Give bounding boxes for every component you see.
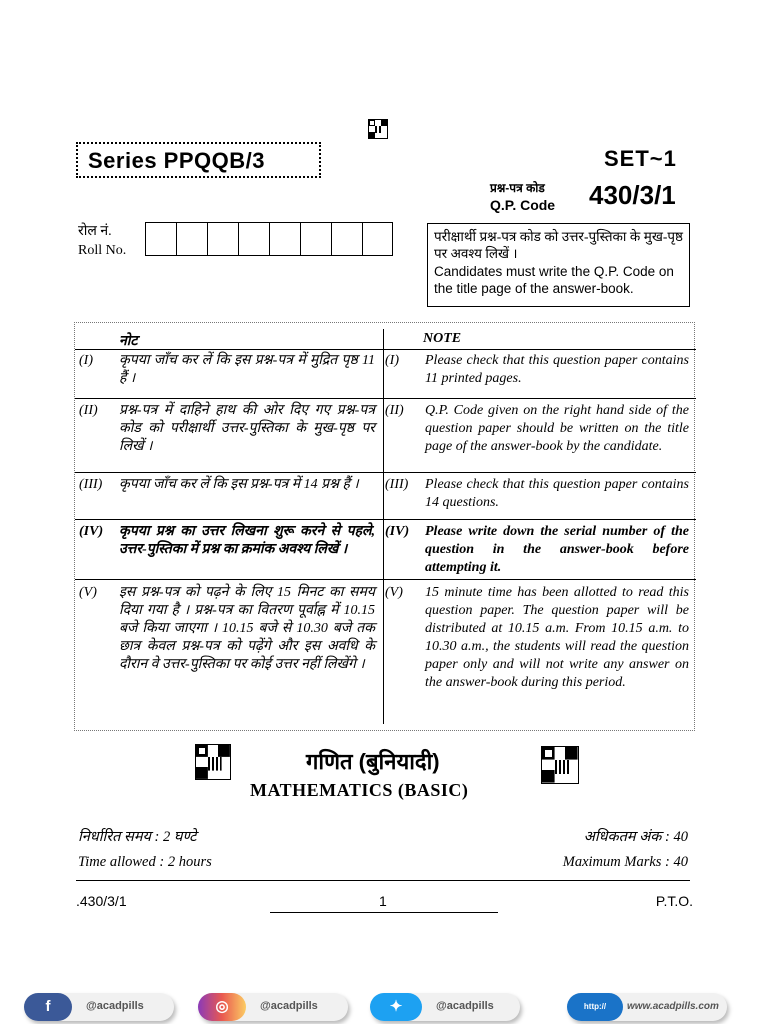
note-text-en: Please write down the serial number of the question in the answer-book before attempting it. [425, 524, 689, 575]
page-number-rule [270, 912, 498, 913]
notes-head-en: NOTE [423, 331, 462, 346]
roll-box[interactable] [238, 222, 269, 256]
twitter-handle: @acadpills [436, 1000, 494, 1012]
twitter-icon: ✦ [370, 993, 422, 1021]
facebook-link[interactable] [24, 993, 174, 1021]
qr-code-top [368, 119, 388, 139]
note-text-en: Please check that this question paper contains 11 printed pages. [425, 353, 689, 386]
row-separator [383, 398, 696, 399]
footer-rule [76, 880, 690, 881]
subject-title-hi: गणित (बुनियादी) [306, 749, 440, 774]
roll-box[interactable] [331, 222, 362, 256]
instagram-icon: ◎ [198, 993, 246, 1021]
note-num: (V) [79, 585, 97, 600]
note-num: (I) [385, 353, 399, 368]
note-text-hi: कृपया जाँच कर लें कि इस प्रश्न-पत्र में 14 प्रश्न हैं । [119, 477, 359, 492]
facebook-icon: f [24, 993, 72, 1021]
qr-code-left [195, 744, 231, 780]
row-separator [75, 519, 383, 520]
series-label: Series PPQQB/3 [76, 142, 321, 178]
qr-code-right [541, 746, 579, 784]
note-text-hi: प्रश्न-पत्र में दाहिने हाथ की ओर दिए गए प्रश्न-पत्र कोड को परीक्षार्थी उत्तर-पुस्तिका के मुख-पृष्ठ पर लिखें । [119, 403, 375, 454]
row-separator [75, 349, 383, 350]
max-marks-en: Maximum Marks : 40 [562, 854, 688, 870]
website-link[interactable] [567, 993, 727, 1021]
candidate-notice-en: Candidates must write the Q.P. Code on the title page of the answer-book. [434, 264, 674, 296]
website-prefix: http:// [583, 1002, 607, 1011]
web-icon [567, 993, 623, 1021]
roll-number-boxes[interactable] [145, 222, 393, 256]
set-label: SET~1 [604, 146, 677, 171]
footer-code: .430/3/1 [76, 893, 127, 909]
qp-code-label-en: Q.P. Code [490, 197, 556, 213]
website-url: www.acadpills.com [627, 1001, 719, 1012]
roll-label-en: Roll No. [78, 243, 127, 258]
note-num: (IV) [79, 524, 104, 539]
candidate-notice [427, 223, 690, 307]
roll-box[interactable] [145, 222, 176, 256]
roll-box[interactable] [207, 222, 238, 256]
note-num: (II) [385, 403, 404, 418]
max-marks-hi: अधिकतम अंक : 40 [583, 829, 688, 845]
roll-box[interactable] [362, 222, 393, 256]
note-text-en: Please check that this question paper contains 14 questions. [425, 477, 689, 510]
row-separator [383, 519, 696, 520]
qp-code-label [490, 180, 555, 214]
twitter-link[interactable] [370, 993, 520, 1021]
note-text-hi: कृपया प्रश्न का उत्तर लिखना शुरू करने से पहले, उत्तर-पुस्तिका में प्रश्न का क्रमांक अवश्य लिखें । [119, 524, 375, 557]
pto-label: P.T.O. [655, 893, 693, 909]
row-separator [75, 398, 383, 399]
subject-title-en: MATHEMATICS (BASIC) [250, 780, 469, 800]
notes-divider [383, 329, 384, 724]
roll-box[interactable] [300, 222, 331, 256]
note-num: (I) [79, 353, 93, 368]
note-num: (V) [385, 585, 403, 600]
instagram-link[interactable] [198, 993, 348, 1021]
time-allowed-en: Time allowed : 2 hours [78, 854, 212, 870]
qp-code-value: 430/3/1 [589, 180, 676, 210]
note-num: (III) [79, 477, 103, 492]
row-separator [383, 349, 696, 350]
notes-head-hi: नोट [119, 334, 138, 349]
note-text-en: 15 minute time has been allotted to read this question paper. The question paper will be distributed at 10.15 a.m. From 10.15 a.m. to 10.30 a.m., the students will read the question paper only and will not write any answer on the answer-book during this period. [425, 585, 689, 690]
note-text-en: Q.P. Code given on the right hand side of the question paper should be written on the title page of the answer-book by the candidate. [425, 403, 689, 454]
time-allowed-hi: निर्धारित समय : 2 घण्टे [78, 829, 197, 845]
row-separator [383, 579, 696, 580]
row-separator [75, 579, 383, 580]
note-num: (II) [79, 403, 98, 418]
candidate-notice-hi: परीक्षार्थी प्रश्न-पत्र कोड को उत्तर-पुस्तिका के मुख-पृष्ठ पर अवश्य लिखें । [434, 229, 683, 261]
page-number: 1 [379, 893, 387, 909]
row-separator [75, 472, 383, 473]
roll-box[interactable] [176, 222, 207, 256]
roll-label-hi: रोल नं. [78, 224, 112, 239]
instagram-handle: @acadpills [260, 1000, 318, 1012]
note-num: (IV) [385, 524, 410, 539]
facebook-handle: @acadpills [86, 1000, 144, 1012]
note-text-hi: इस प्रश्न-पत्र को पढ़ने के लिए 15 मिनट का समय दिया गया है । प्रश्न-पत्र का वितरण पूर्वाह्न में 10.15 बजे किया जाएगा । 10.15 बजे से 10.30 बजे तक छात्र केवल प्रश्न-पत्र को पढ़ेंगे और इस अवधि के दौरान वे उत्तर-पुस्तिका पर कोई उत्तर नहीं लिखेंगे । [119, 585, 375, 672]
note-text-hi: कृपया जाँच कर लें कि इस प्रश्न-पत्र में मुद्रित पृष्ठ 11 हैं । [119, 353, 375, 386]
notes-table [74, 322, 695, 731]
roll-box[interactable] [269, 222, 300, 256]
row-separator [383, 472, 696, 473]
note-num: (III) [385, 477, 409, 492]
qp-code-label-hi: प्रश्न-पत्र कोड [490, 181, 545, 195]
roll-label [78, 222, 126, 260]
